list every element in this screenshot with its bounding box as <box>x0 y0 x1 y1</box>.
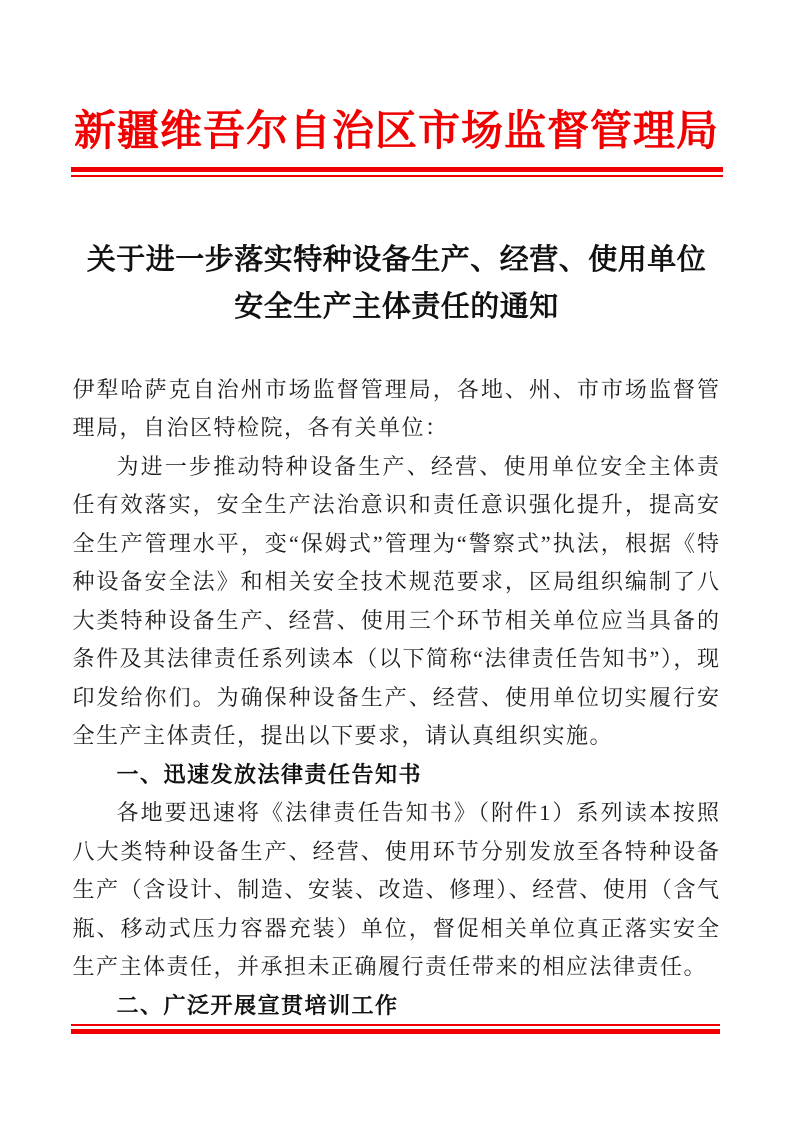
header-rule-thick <box>71 167 723 172</box>
document-title-line1: 关于进一步落实特种设备生产、经营、使用单位 <box>86 243 707 276</box>
agency-letterhead: 新疆维吾尔自治区市场监督管理局 <box>73 109 719 155</box>
header-double-rule <box>71 167 723 177</box>
salutation: 伊犁哈萨克自治州市场监督管理局，各地、州、市市场监督管理局，自治区特检院，各有关单位： <box>72 376 721 440</box>
section-heading-1: 一、迅速发放法律责任告知书 <box>116 761 423 787</box>
document-title-line2: 安全生产主体责任的通知 <box>234 290 559 323</box>
paragraph-2: 各地要迅速将《法律责任告知书》（附件1）系列读本按照八大类特种设备生产、经营、使用环节分别发放至各特种设备生产（含设计、制造、安装、改造、修理）、经营、使用（含气瓶、移动式压力容器充装）单位，督促相关单位真正落实安全生产主体责任，并承担未正确履行责任带来的相应法律责任。 <box>72 800 721 979</box>
section-heading-2: 二、广泛开展宣贯培训工作 <box>116 992 399 1018</box>
document-title <box>67 237 727 331</box>
paragraph-1: 为进一步推动特种设备生产、经营、使用单位安全主体责任有效落实，安全生产法治意识和责任意识强化提升，提高安全生产管理水平，变“保姆式”管理为“警察式”执法，根据《特种设备安全法》和相关安全技术规范要求，区局组织编制了八大类特种设备生产、经营、使用三个环节相关单位应当具备的条件及其法律责任系列读本（以下简称“法律责任告知书”），现印发给你们。为确保种设备生产、经营、使用单位切实履行安全生产主体责任，提出以下要求，请认真组织实施。 <box>72 453 721 748</box>
footer-rule-thin <box>71 1024 720 1026</box>
footer-double-rule <box>71 1024 720 1034</box>
header-rule-thin <box>71 175 723 177</box>
document-body <box>73 371 721 1026</box>
footer-rule-thick <box>71 1029 720 1034</box>
